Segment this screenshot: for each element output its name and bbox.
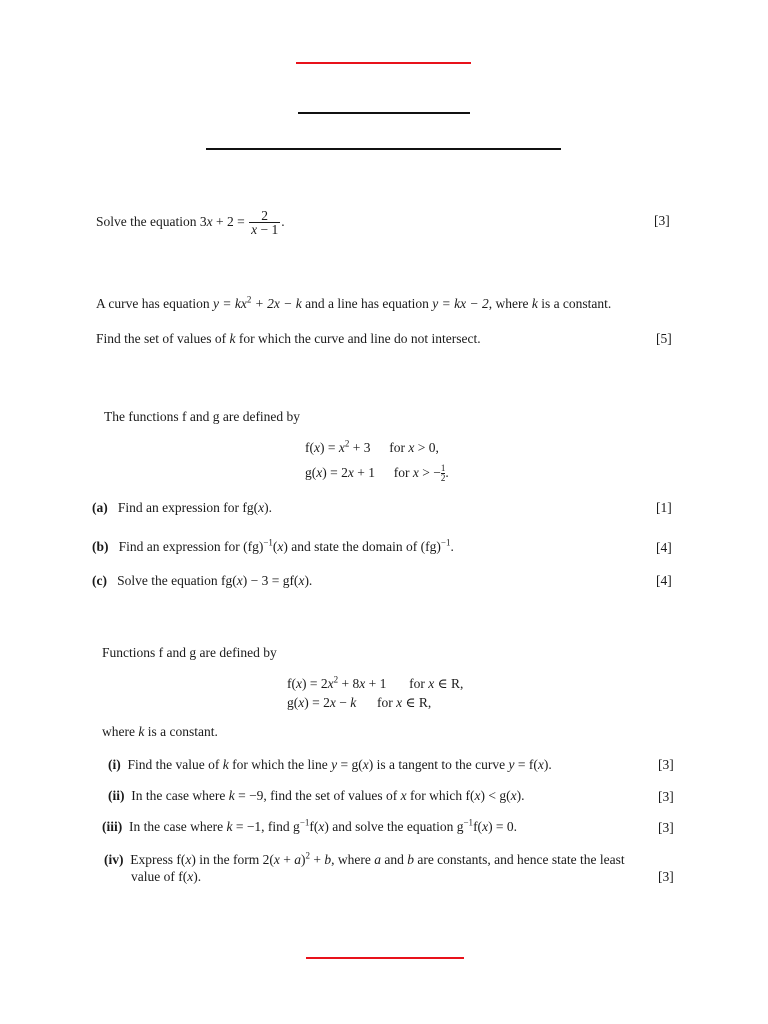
q3-part-a: (a) Find an expression for fg(x). <box>92 500 272 515</box>
q3-half-fraction: $\frac{1}{2}$ <box>440 463 446 484</box>
bottom-red-rule <box>306 957 464 959</box>
q4-part-ii: (ii) In the case where k = −9, find the set of values of x for which f(x) < g(x). <box>108 788 525 803</box>
top-red-rule <box>296 62 471 64</box>
q3-part-c: (c) Solve the equation fg(x) − 3 = gf(x). <box>92 573 313 588</box>
q4-f-definition: $f(x) = 2x^2 + 8x + 1$ for x ∈ R, <box>287 674 464 691</box>
q1-text: Solve the equation 3x + 2 = $\frac{2}{x - 1}$ . <box>96 208 285 238</box>
q4-g-definition: g(x) = 2x − k for x ∈ R, <box>287 695 432 710</box>
q3-g-definition: g(x) = 2x + 1 for x > − $\frac{1}{2}$ . <box>305 463 449 484</box>
title-rule-short <box>298 112 470 114</box>
q4-part-iv-line2: value of f(x). <box>131 869 202 884</box>
q3-part-a-marks: [1] <box>656 500 672 515</box>
q4-part-ii-marks: [3] <box>658 789 674 804</box>
q4-part-iv-line1: (iv) Express f(x) in the form $2(x + a)^2 + b$, where a and b are constants, and hence state the least <box>104 850 625 867</box>
q4-part-i-marks: [3] <box>658 757 674 772</box>
q3-part-c-marks: [4] <box>656 573 672 588</box>
q4-part-iv-marks: [3] <box>658 869 674 884</box>
q3-part-b-marks: [4] <box>656 540 672 555</box>
q3-f-definition: $f(x) = x^2 + 3$ for x > 0, <box>305 438 439 455</box>
q3-intro: The functions f and g are defined by <box>104 409 301 424</box>
q4-part-i: (i) Find the value of k for which the line y = g(x) is a tangent to the curve y = f(x). <box>108 757 552 772</box>
q4-part-iii-marks: [3] <box>658 820 674 835</box>
q2-line1: A curve has equation $y = kx^2 + 2x - k$ and a line has equation y = kx − 2, where k is a constant. <box>96 294 612 311</box>
title-rule-long <box>206 148 561 150</box>
q3-part-b: (b) Find an expression for (fg)$^{-1}$(x) and state the domain of (fg)$^{-1}$. <box>92 537 454 554</box>
q2-marks: [5] <box>656 331 672 346</box>
q1-fraction: $\frac{2}{x - 1}$ <box>251 208 279 238</box>
q2-line2: Find the set of values of k for which the curve and line do not intersect. <box>96 331 481 346</box>
q4-intro: Functions f and g are defined by <box>102 645 277 660</box>
q1-marks: [3] <box>654 213 670 228</box>
q4-part-iii: (iii) In the case where k = −1, find $g^{-1}f(x)$ and solve the equation $g^{-1}f(x) = 0$. <box>102 817 518 834</box>
q4-where: where k is a constant. <box>102 724 218 739</box>
